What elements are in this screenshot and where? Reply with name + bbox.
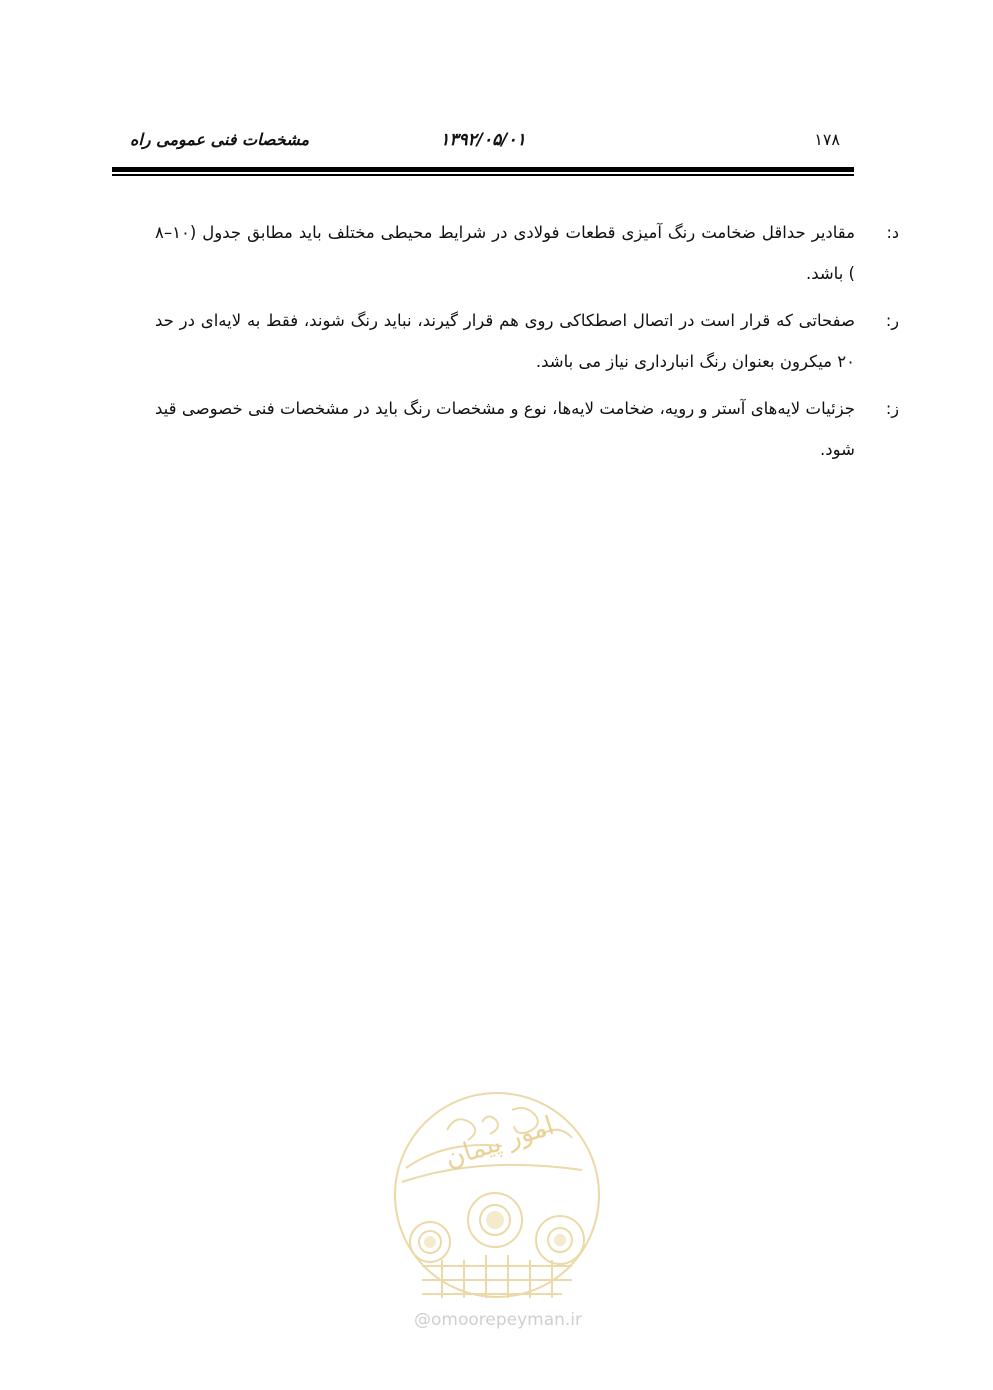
list-marker: ر: xyxy=(885,311,899,330)
list-item xyxy=(155,212,899,294)
list-item xyxy=(155,388,899,470)
list-item-text: جزئیات لایه‌های آستر و رویه، ضخامت لایه‌ها، نوع و مشخصات رنگ باید در مشخصات فنی خصوصی قید شود. xyxy=(155,399,855,459)
watermark-logo-text: امور پیمان xyxy=(441,1110,558,1175)
header-rule-thin xyxy=(112,174,854,176)
header-rule-thick xyxy=(112,167,854,172)
page-number: ۱۷۸ xyxy=(814,130,840,149)
list-item-text: مقادیر حداقل ضخامت رنگ آمیزی قطعات فولادی در شرایط محیطی مختلف باید مطابق جدول (۱۰–۸ ) باشد. xyxy=(155,223,855,283)
watermark-site: @omoorepeyman.ir xyxy=(413,1310,583,1330)
document-title: مشخصات فنی عمومی راه xyxy=(130,130,310,149)
list-marker: د: xyxy=(886,223,899,242)
page-header xyxy=(112,126,854,160)
list-item-text: صفحاتی که قرار است در اتصال اصطکاکی روی هم قرار گیرند، نباید رنگ شوند، فقط به لایه‌ای در حد ۲۰ میکرون بعنوان رنگ انبارداری نیاز می باشد. xyxy=(155,311,855,371)
body-content xyxy=(155,212,899,476)
document-date: ۱۳۹۲/۰۵/۰۱ xyxy=(440,130,526,150)
list-marker: ز: xyxy=(885,399,899,418)
list-item xyxy=(155,300,899,382)
watermark-logo-icon xyxy=(392,1090,602,1300)
